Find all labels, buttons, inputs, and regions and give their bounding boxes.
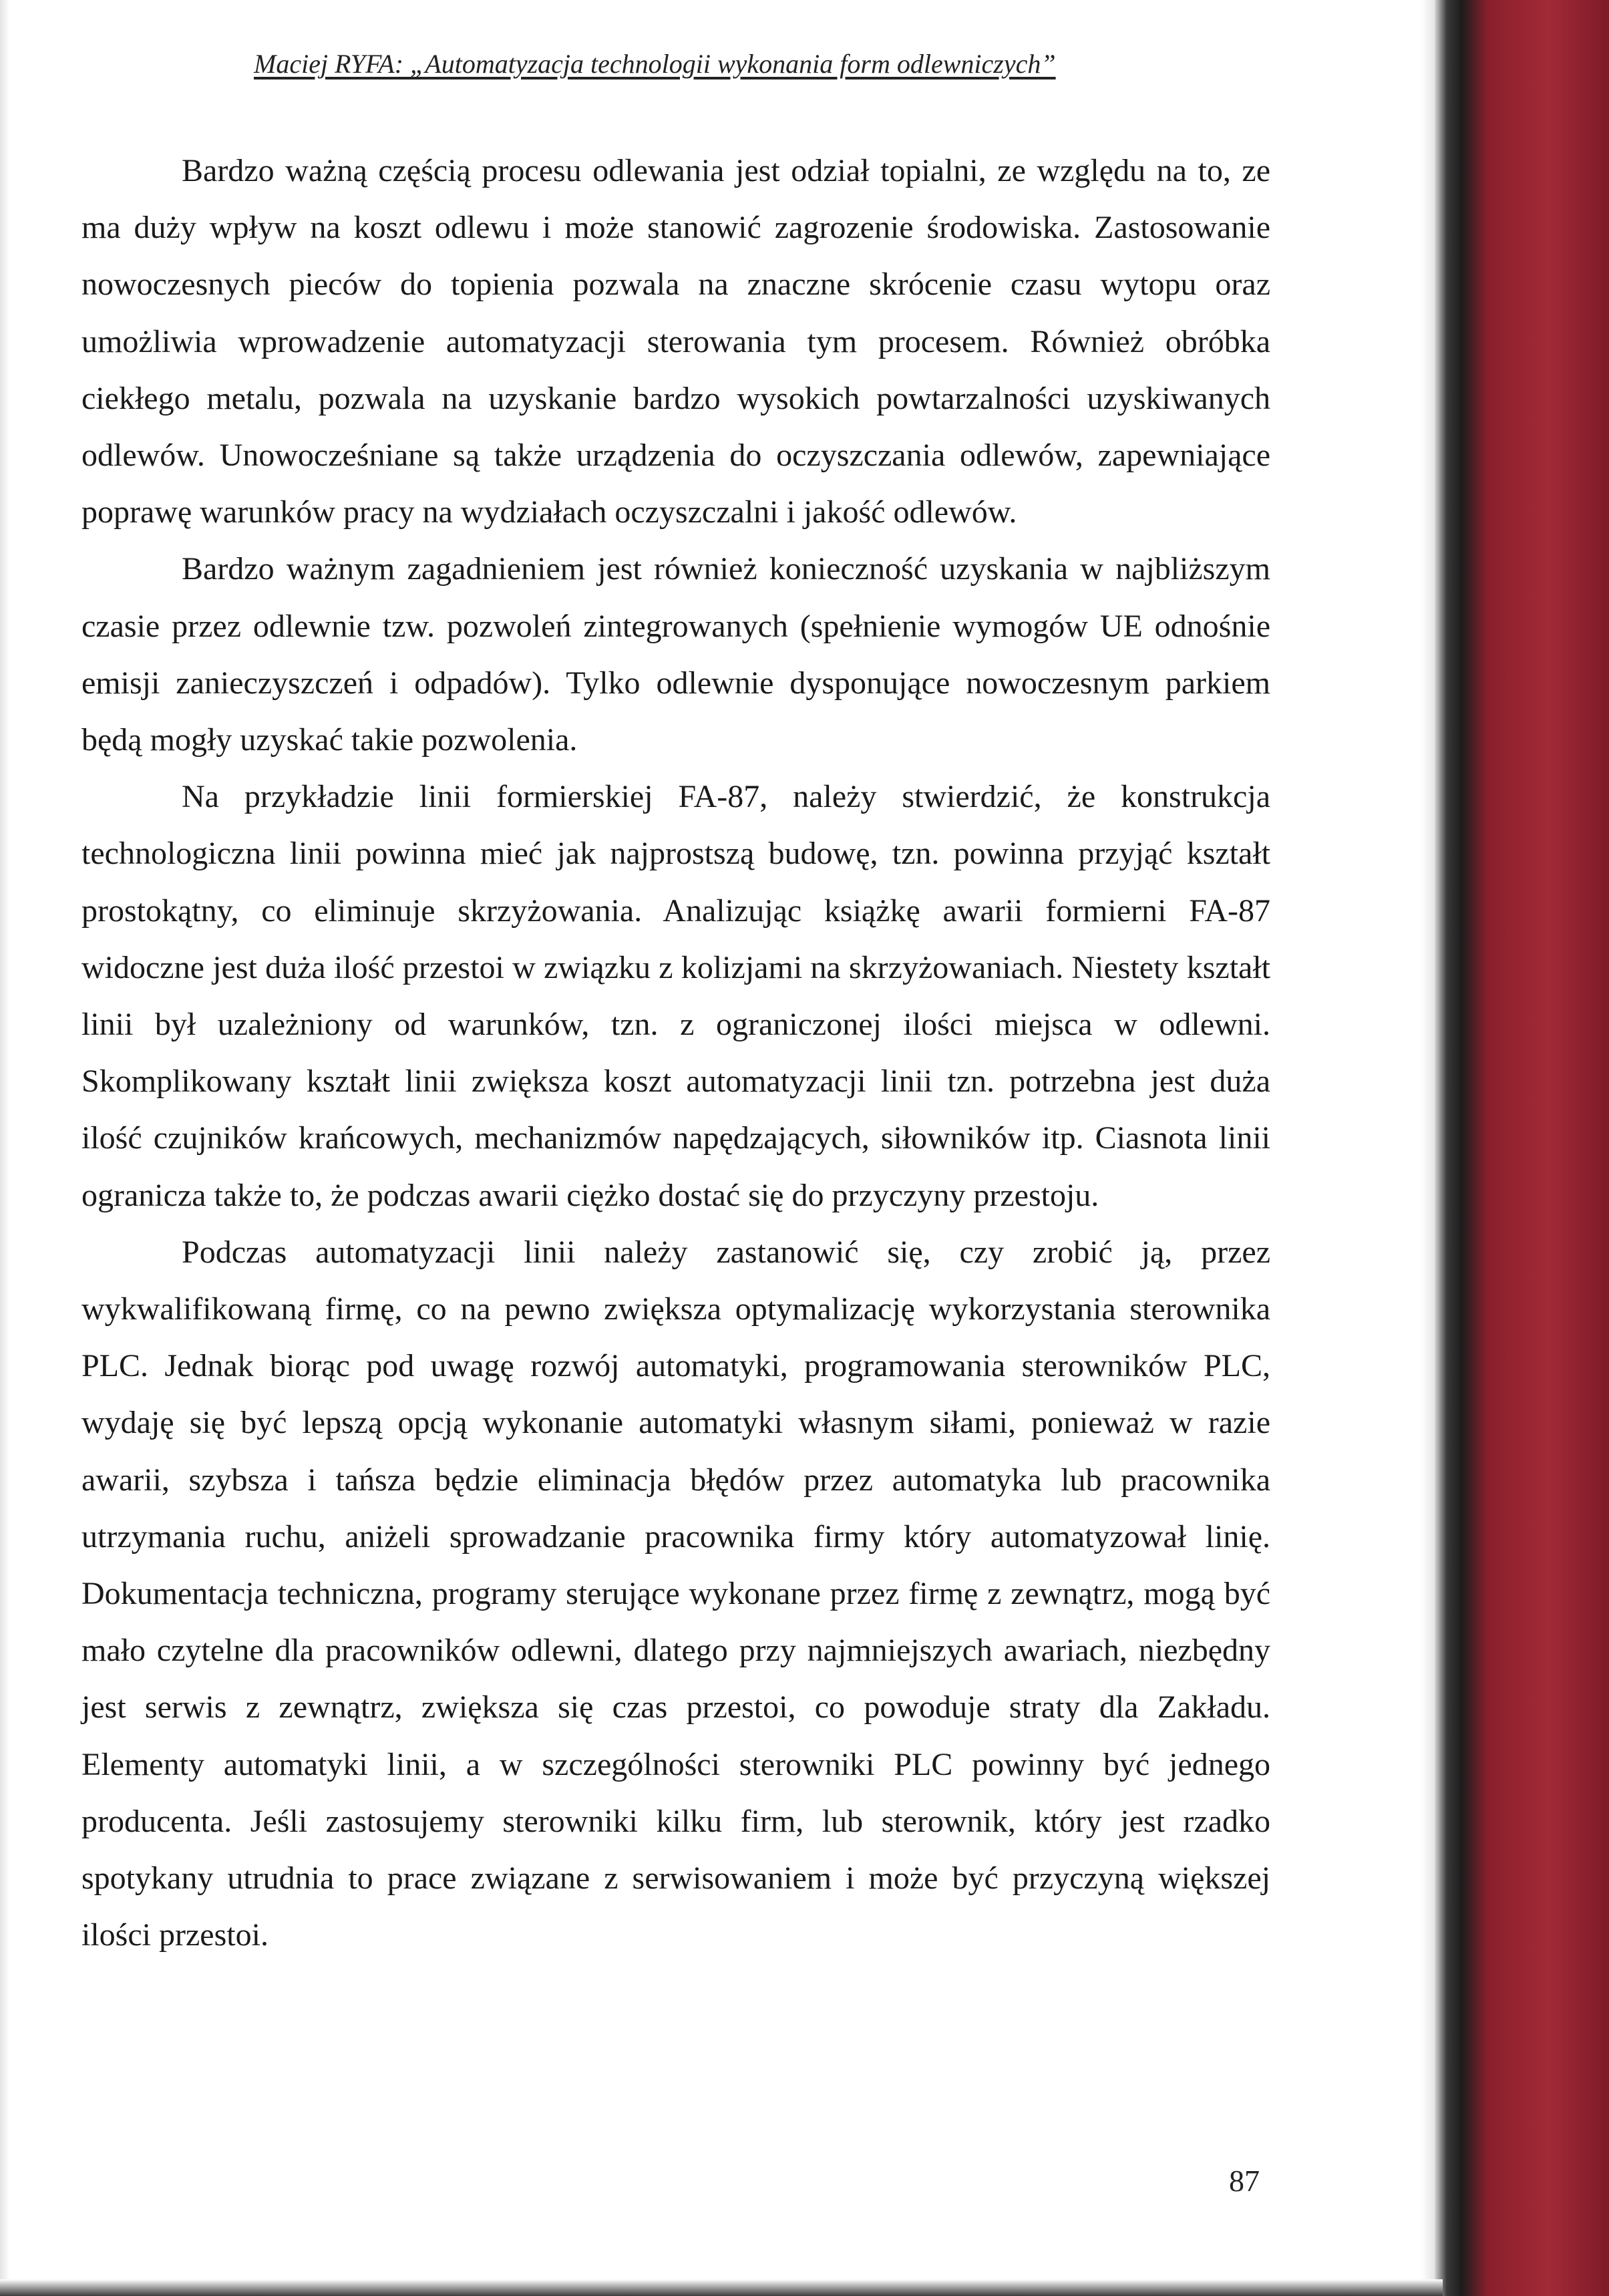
paragraph-integrated-permits: Bardzo ważnym zagadnieniem jest również konieczność uzyskania w najbliższym czasie przez odlewnie tzw. pozwoleń zintegrowanych (spełnienie wymogów UE odnośnie emisji zanieczyszczeń i odpadów). Tylko odlewnie dysponujące nowoczesnym parkiem będą mogły uzyskać takie pozwolenia.	[81, 551, 1270, 758]
running-header: Maciej RYFA: „Automatyzacja technologii wykonania form odlewniczych”	[254, 49, 1056, 79]
book-binding	[1435, 0, 1609, 2296]
page-bottom-edge	[0, 2279, 1443, 2296]
paragraph-plc-automation: Podczas automatyzacji linii należy zastanowić się, czy zrobić ją, przez wykwalifikowaną firmę, co na pewno zwiększa optymalizację wykorzystania sterownika PLC. Jednak biorąc pod uwagę rozwój automatyki, programowania sterowników PLC, wydaję się być lepszą opcją wykonanie automatyki własnym siłami, ponieważ w razie awarii, szybsza i tańsza będzie eliminacja błędów przez automatyka lub pracownika utrzymania ruchu, aniżeli sprowadzanie pracownika firmy który automatyzował linię. Dokumentacja techniczna, programy sterujące wykonane przez firmę z zewnątrz, mogą być mało czytelne dla pracowników odlewni, dlatego przy najmniejszych awariach, niezbędny jest serwis z zewnątrz, zwiększa się czas przestoi, co powoduje straty dla Zakładu. Elementy automatyki linii, a w szczególności sterowniki PLC powinny być jednego producenta. Jeśli zastosujemy sterowniki kilku firm, lub sterownik, który jest rzadko spotykany utrudnia to prace związane z serwisowaniem i może być przyczyną większej ilości przestoi.	[81, 1234, 1270, 1953]
paragraph-line-fa87: Na przykładzie linii formierskiej FA-87, należy stwierdzić, że konstrukcja technologiczna linii powinna mieć jak najprostszą budowę, tzn. powinna przyjąć kształt prostokątny, co eliminuje skrzyżowania. Analizując książkę awarii formierni FA-87 widoczne jest duża ilość przestoi w związku z kolizjami na skrzyżowaniach. Niestety kształt linii był uzależniony od warunków, tzn. z ograniczonej ilości miejsca w odlewni. Skomplikowany kształt linii zwiększa koszt automatyzacji linii tzn. potrzebna jest duża ilość czujników krańcowych, mechanizmów napędzających, siłowników itp. Ciasnota linii ogranicza także to, że podczas awarii ciężko dostać się do przyczyny przestoju.	[81, 779, 1270, 1213]
page-binding-edge	[1421, 0, 1436, 2296]
body-text	[81, 142, 1270, 1964]
paragraph-foundry-melting: Bardzo ważną częścią procesu odlewania jest odział topialni, ze względu na to, ze ma duży wpływ na koszt odlewu i może stanowić zagrozenie środowiska. Zastosowanie nowoczesnych pieców do topienia pozwala na znaczne skrócenie czasu wytopu oraz umożliwia wprowadzenie automatyzacji sterowania tym procesem. Również obróbka ciekłego metalu, pozwala na uzyskanie bardzo wysokich powtarzalności uzyskiwanych odlewów. Unowocześniane są także urządzenia do oczyszczania odlewów, zapewniające poprawę warunków pracy na wydziałach oczyszczalni i jakość odlewów.	[81, 153, 1270, 530]
page-shadow	[0, 0, 9, 2296]
page-number: 87	[1229, 2164, 1260, 2198]
